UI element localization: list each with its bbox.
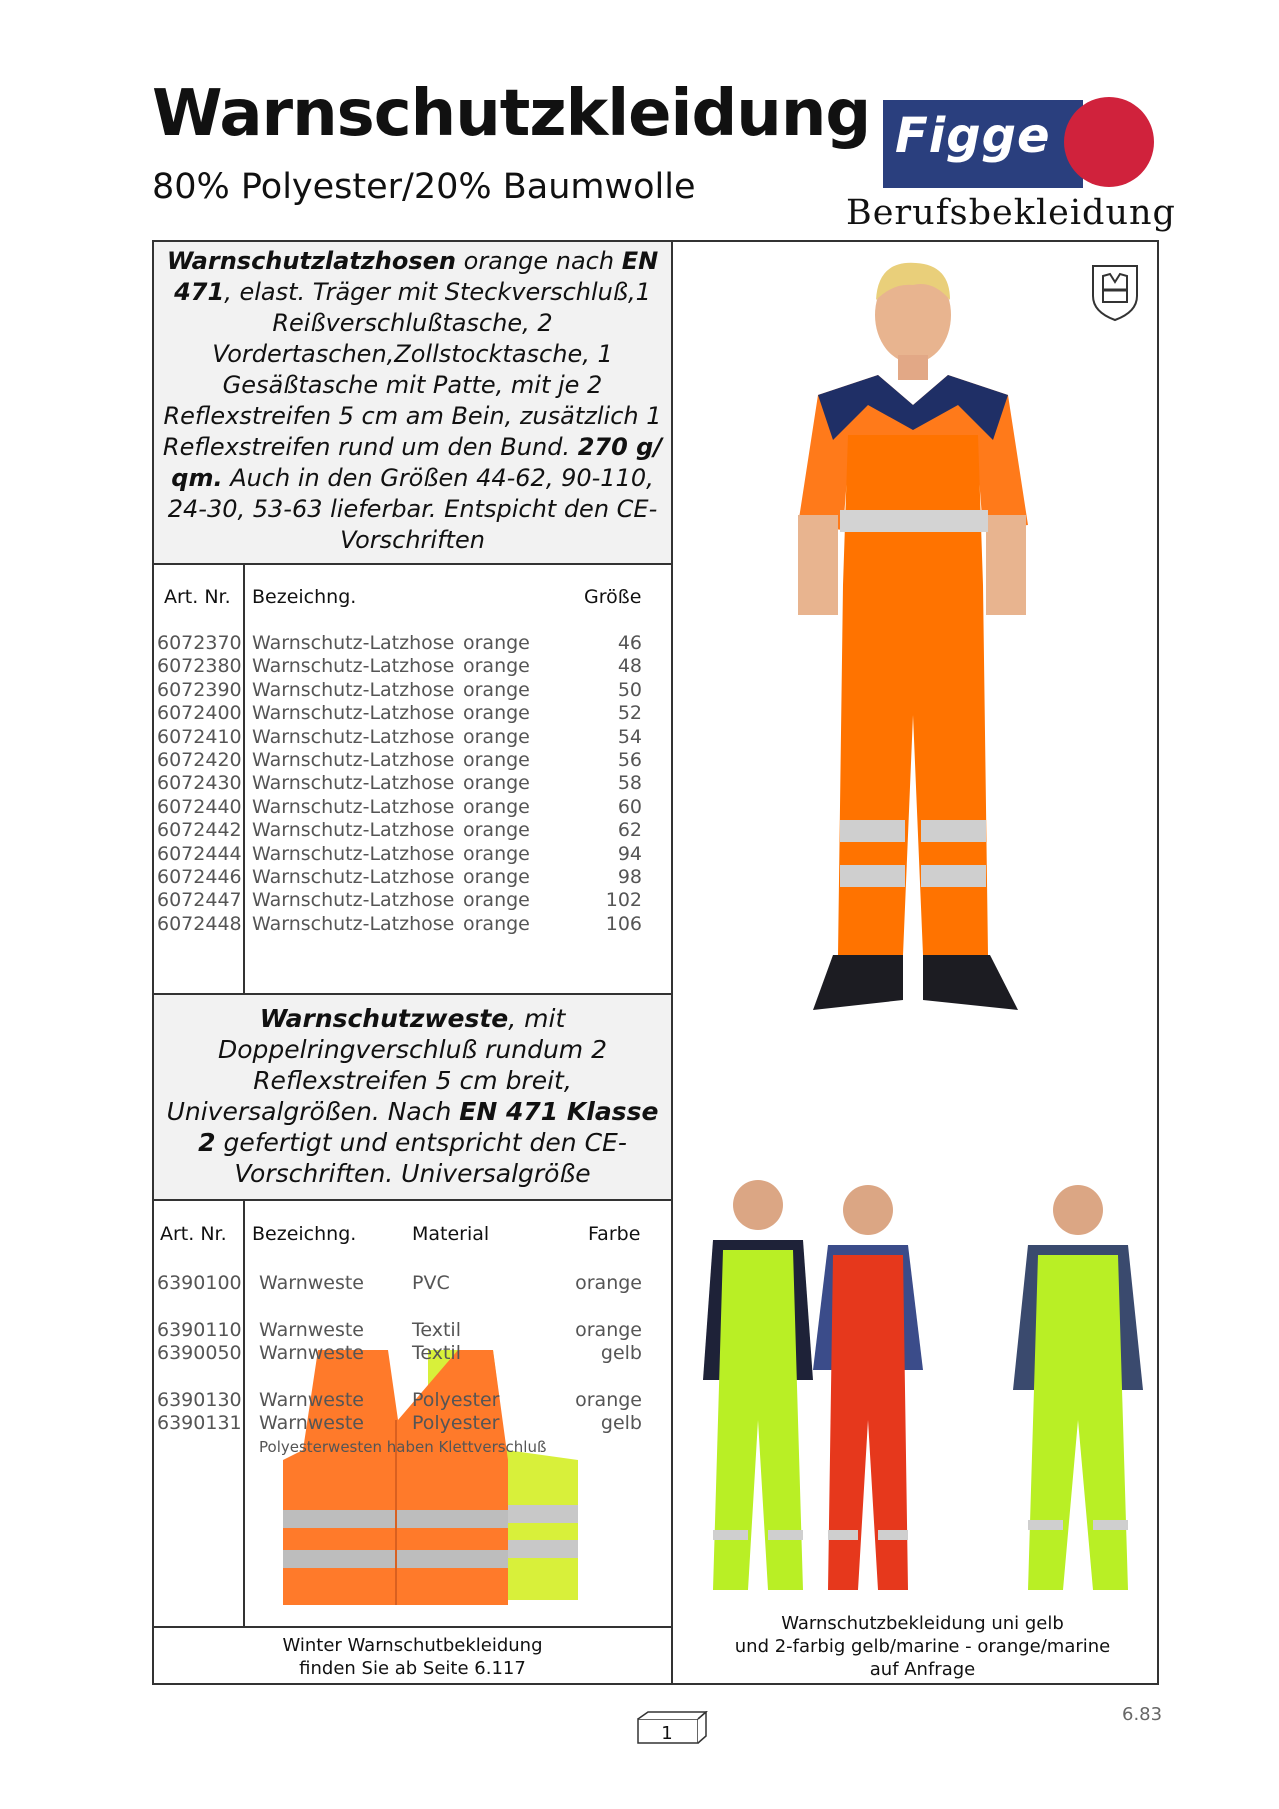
col-header-name: Bezeichng.: [252, 586, 357, 608]
column-divider: [671, 240, 673, 1685]
table-row: 6072444 Warnschutz-Latzhose orange 94: [157, 842, 642, 865]
bib-trousers-description: Warnschutzlatzhosen orange nach EN 471, elast. Träger mit Steckverschluß,1 Reißverschlußtasche, 2 Vordertaschen,Zollstocktasche, 1 Gesäßtasche mit Patte, mit je 2 Reflexstreifen 5 cm am Bein, zusätzlich 1 Reflexstreifen rund um den Bund. 270 g/ qm. Auch in den Größen 44-62, 90-110, 24-30, 53-63 lieferbar. Entspicht den CE-Vorschriften: [154, 242, 671, 564]
orange-overall-image: [728, 255, 1098, 1165]
row-gap: [157, 1295, 647, 1318]
winter-note: Winter Warnschutbekleidung finden Sie ab Seite 6.117: [282, 1635, 543, 1679]
table-row: 6390131 Warnweste Polyester gelb: [157, 1412, 642, 1435]
table-row: 6390110 Warnweste Textil orange: [157, 1318, 642, 1341]
table-row: 6390130 Warnweste Polyester orange: [157, 1388, 642, 1411]
col-header-color: Farbe: [588, 1223, 641, 1245]
page-reference: 6.83: [1122, 1704, 1163, 1725]
workers-group-image: [688, 1170, 1148, 1610]
divider: [152, 563, 673, 565]
vest-description: Warnschutzweste, mit Doppelringverschluß rundum 2 Reflexstreifen 5 cm breit, Universalgrößen. Nach EN 471 Klasse 2 gefertigt und entspricht den CE-Vorschriften. Universalgröße: [154, 995, 671, 1200]
divider: [152, 1626, 673, 1628]
table-row: 6072390 Warnschutz-Latzhose orange 50: [157, 678, 642, 701]
row-gap: [157, 1366, 647, 1389]
table-row: 6072442 Warnschutz-Latzhose orange 62: [157, 819, 642, 842]
col-header-art: Art. Nr.: [164, 586, 231, 608]
right-caption: Warnschutzbekleidung uni gelb und 2-farbig gelb/marine - orange/marine auf Anfrage: [734, 1613, 1111, 1680]
bib-trousers-table: [157, 632, 647, 936]
col-header-name: Bezeichng.: [252, 1223, 357, 1245]
logo-circle: [1064, 97, 1154, 187]
table-row: 6072370 Warnschutz-Latzhose orange 46: [157, 632, 642, 654]
table-row: 6390100 Warnweste PVC orange: [157, 1272, 642, 1294]
table-row: 6072447 Warnschutz-Latzhose orange 102: [157, 889, 642, 912]
logo-tagline: Berufsbekleidung: [846, 193, 1176, 233]
col-header-art: Art. Nr.: [160, 1223, 227, 1245]
page-number: 1: [661, 1723, 673, 1744]
divider: [152, 1199, 673, 1201]
col-header-size: Größe: [584, 586, 642, 608]
vest-note: Polyesterwesten haben Klettverschluß: [259, 1438, 547, 1456]
table-row: 6072400 Warnschutz-Latzhose orange 52: [157, 702, 642, 725]
table-row: 6072430 Warnschutz-Latzhose orange 58: [157, 772, 642, 795]
table-row: 6072448 Warnschutz-Latzhose orange 106: [157, 912, 642, 935]
page-title: Warnschutzkleidung: [152, 77, 871, 151]
table-row: 6072440 Warnschutz-Latzhose orange 60: [157, 795, 642, 818]
table-row: 6072410 Warnschutz-Latzhose orange 54: [157, 725, 642, 748]
col-header-material: Material: [412, 1223, 490, 1245]
table-row: 6390050 Warnweste Textil gelb: [157, 1342, 642, 1365]
table-row: 6072420 Warnschutz-Latzhose orange 56: [157, 748, 642, 771]
table-row: 6072380 Warnschutz-Latzhose orange 48: [157, 655, 642, 678]
page-subtitle: 80% Polyester/20% Baumwolle: [152, 167, 696, 207]
logo-brand: Figge: [895, 108, 1051, 164]
table-row: 6072446 Warnschutz-Latzhose orange 98: [157, 865, 642, 888]
vest-table: [157, 1272, 647, 1436]
